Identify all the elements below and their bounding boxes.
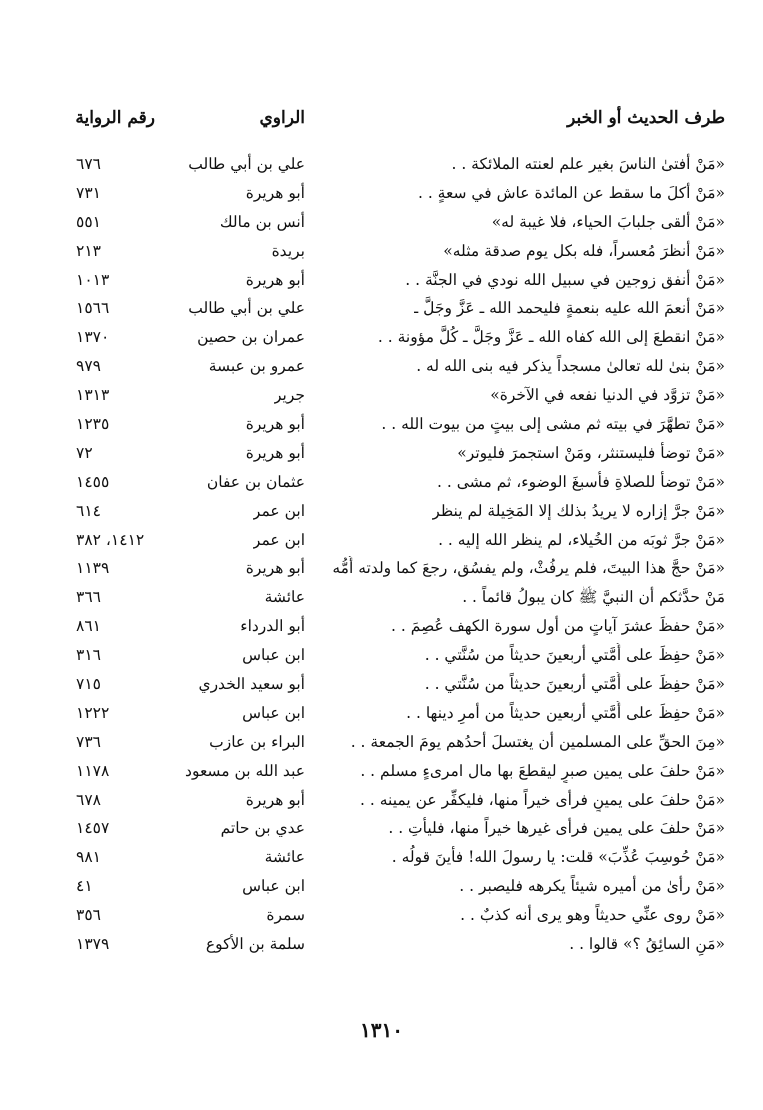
narration-number: ٣٦٦ <box>76 588 101 607</box>
hadith-text: «مَنْ رأىٰ من أميره شيئاً يكرهه فليصبر . . <box>459 877 725 896</box>
table-row <box>0 237 763 266</box>
hadith-text: «مَنْ حفِظَ على أُمَّتي أربعينَ حديثاً من سُنَّتي . . <box>424 646 725 665</box>
narration-number: ٤١ <box>76 877 93 896</box>
table-row <box>0 468 763 497</box>
table-body <box>0 150 763 959</box>
narrator-name: سمرة <box>266 906 305 925</box>
hadith-text: «مَنْ توضأ فليستنثر، ومَنْ استجمرَ فليوتر» <box>457 443 725 462</box>
table-row <box>0 786 763 815</box>
hadith-text: «مَنْ جرَّ ثوبَه من الخُيلاء، لم ينظر الله إليه . . <box>438 530 725 549</box>
narration-number: ١١٣٩ <box>76 559 110 578</box>
table-row <box>0 208 763 237</box>
narration-number: ٧٢ <box>76 443 93 462</box>
hadith-text: «مَنْ حفِظَ على أُمَّتي أربعينَ حديثاً من سُنَّتي . . <box>424 675 725 694</box>
header-narrator: الراوي <box>259 108 305 128</box>
hadith-text: «مَنْ أكلَ ما سقط عن المائدة عاش في سعةٍ . . <box>417 183 725 202</box>
table-row <box>0 872 763 901</box>
table-row <box>0 526 763 555</box>
narration-number: ٦٧٨ <box>76 790 101 809</box>
table-row <box>0 814 763 843</box>
hadith-text: «مَنْ تطهَّرَ في بيته ثم مشى إلى بيتٍ من بيوت الله . . <box>381 415 725 434</box>
narrator-name: سلمة بن الأكوع <box>205 935 305 954</box>
narrator-name: علي بن أبي طالب <box>188 155 305 173</box>
narration-number: ٨٦١ <box>76 617 101 636</box>
narrator-name: أبو هريرة <box>245 270 305 289</box>
narrator-name: أبو هريرة <box>245 559 305 578</box>
hadith-text: «مَنْ توضأ للصلاةِ فأسبغَ الوضوء، ثم مشى . . <box>437 472 725 491</box>
narration-number: ٧١٥ <box>76 675 101 694</box>
table-row <box>0 150 763 179</box>
narrator-name: ابن عمر <box>252 501 305 520</box>
table-row <box>0 757 763 786</box>
narrator-name: عبد الله بن مسعود <box>185 761 305 780</box>
narrator-name: أبو هريرة <box>245 415 305 434</box>
narrator-name: أنس بن مالك <box>219 212 305 231</box>
table-row <box>0 266 763 295</box>
narration-number: ٣٥٦ <box>76 906 101 925</box>
narrator-name: ابن عباس <box>242 646 305 665</box>
narration-number: ١٣٧٠ <box>76 328 110 347</box>
narration-number: ١٤٥٥ <box>76 472 110 491</box>
narration-number: ١٣٧٩ <box>76 935 110 954</box>
table-row <box>0 901 763 930</box>
table-row <box>0 352 763 381</box>
narration-number: ٥٥١ <box>76 212 101 231</box>
narration-number: ١٥٦٦ <box>76 299 110 318</box>
narration-number: ٩٧٩ <box>76 357 101 376</box>
hadith-text: «مَنْ حفِظَ على أُمَّتي أربعين حديثاً من أمرِ دينها . . <box>406 703 725 722</box>
hadith-text: «مَنْ أنعمَ الله عليه بنعمةٍ فليحمد الله ـ عَزَّ وجَلَّ ـ <box>413 299 725 318</box>
table-row <box>0 323 763 352</box>
table-row <box>0 930 763 959</box>
hadith-text: «مَنْ جرَّ إزاره لا يريدُ بذلك إلا المَخِيلة لم ينظر <box>432 501 725 520</box>
narrator-name: بريدة <box>271 241 305 260</box>
table-row <box>0 439 763 468</box>
narration-number: ٧٣١ <box>76 183 101 202</box>
hadith-text: «مَنْ بنىٰ لله تعالىٰ مسجداً يذكر فيه بنى الله له . <box>416 357 725 376</box>
narrator-name: عثمان بن عفان <box>206 472 305 491</box>
narrator-name: عمران بن حصين <box>197 328 305 347</box>
hadith-text: «مَنْ انقطعَ إلى الله كفاه الله ـ عَزَّ وجَلَّ ـ كُلَّ مؤونة . . <box>377 328 725 347</box>
narrator-name: عدي بن حاتم <box>220 819 305 838</box>
narration-number: ١٣١٣ <box>76 386 110 405</box>
narration-number: ٩٨١ <box>76 848 101 867</box>
hadith-text: «مَنِ السائِقُ ؟» قالوا . . <box>569 935 725 954</box>
narrator-name: أبو هريرة <box>245 443 305 462</box>
hadith-text: «مَنْ حفظَ عشرَ آياتٍ من أول سورة الكهف عُصِمَ . . <box>391 617 725 636</box>
hadith-text: «مَنْ حلفَ على يمين صبرٍ ليقطعَ بها مال امرىءٍ مسلم . . <box>360 761 725 780</box>
table-header <box>0 108 763 138</box>
hadith-text: مَنْ حدَّثكم أن النبيَّ ﷺ كان يبولُ قائماً . . <box>462 588 725 607</box>
table-row <box>0 497 763 526</box>
narration-number: ١١٧٨ <box>76 761 110 780</box>
narration-number: ٦٧٦ <box>76 155 101 173</box>
narrator-name: البراء بن عازب <box>209 732 305 751</box>
table-row <box>0 843 763 872</box>
narrator-name: عائشة <box>264 588 305 607</box>
table-row <box>0 670 763 699</box>
header-number: رقم الرواية <box>75 108 155 128</box>
narrator-name: ابن عباس <box>242 877 305 896</box>
table-row <box>0 641 763 670</box>
hadith-text: «مَنْ حُوسِبَ عُذِّبَ» قلت: يا رسولَ الله! فأينَ قولُه . <box>391 848 725 867</box>
hadith-text: «مَنْ أنظرَ مُعسراً، فله بكل يوم صدقة مثله» <box>443 241 725 260</box>
narrator-name: أبو الدرداء <box>240 617 305 636</box>
narration-number: ١٠١٣ <box>76 270 110 289</box>
narration-number: ٦١٤ <box>76 501 101 520</box>
hadith-text: «مَنْ روى عنِّي حديثاً وهو يرى أنه كذبٌ . . <box>460 906 725 925</box>
hadith-text: «مَنْ حلفَ على يمينٍ فرأى خيراً منها، فليكفِّر عن يمينه . . <box>360 790 725 809</box>
table-row <box>0 294 763 323</box>
hadith-text: «مَنْ ألقى جلبابَ الحياء، فلا غيبة له» <box>491 212 725 231</box>
table-row <box>0 728 763 757</box>
table-row <box>0 410 763 439</box>
table-row <box>0 554 763 583</box>
hadith-text: «مِنَ الحقِّ على المسلمين أن يغتسلَ أحدُهم يومَ الجمعة . . <box>350 732 725 751</box>
narrator-name: عائشة <box>264 848 305 867</box>
narration-number: ٣١٦ <box>76 646 101 665</box>
narrator-name: أبو سعيد الخدري <box>198 675 305 694</box>
table-row <box>0 179 763 208</box>
narrator-name: أبو هريرة <box>245 790 305 809</box>
narrator-name: أبو هريرة <box>245 183 305 202</box>
narration-number: ٧٣٦ <box>76 732 101 751</box>
narration-number: ٢١٣ <box>76 241 101 260</box>
hadith-text: «مَنْ تزوَّد في الدنيا نفعه في الآخرة» <box>490 386 725 405</box>
page-number: ١٣١٠ <box>360 1018 403 1042</box>
hadith-text: «مَنْ أفتىٰ الناسَ بغير علم لعنته الملائكة . . <box>451 155 725 173</box>
narration-number: ١٢٢٢ <box>76 703 110 722</box>
hadith-text: «مَنْ حجَّ هذا البيتَ، فلم يرفُثْ، ولم يفسُق، رجعَ كما ولدته أُمُّه <box>332 559 725 578</box>
table-row <box>0 699 763 728</box>
narration-number: ١٤٥٧ <box>76 819 110 838</box>
narrator-name: ابن عمر <box>252 530 305 549</box>
narrator-name: جرير <box>274 386 305 405</box>
header-hadith: طرف الحديث أو الخبر <box>567 108 725 128</box>
table-row <box>0 583 763 612</box>
narration-number: ١٢٣٥ <box>76 415 110 434</box>
narrator-name: عمرو بن عبسة <box>208 357 305 376</box>
table-row <box>0 612 763 641</box>
table-row <box>0 381 763 410</box>
narrator-name: ابن عباس <box>242 703 305 722</box>
narration-number: ١٤١٢، ٣٨٢ <box>76 530 145 549</box>
hadith-text: «مَنْ أنفق زوجين في سبيل الله نودي في الجنَّة . . <box>405 270 725 289</box>
hadith-text: «مَنْ حلفَ على يمين فرأى غيرها خيراً منها، فليأتِ . . <box>388 819 725 838</box>
narrator-name: علي بن أبي طالب <box>188 299 305 318</box>
